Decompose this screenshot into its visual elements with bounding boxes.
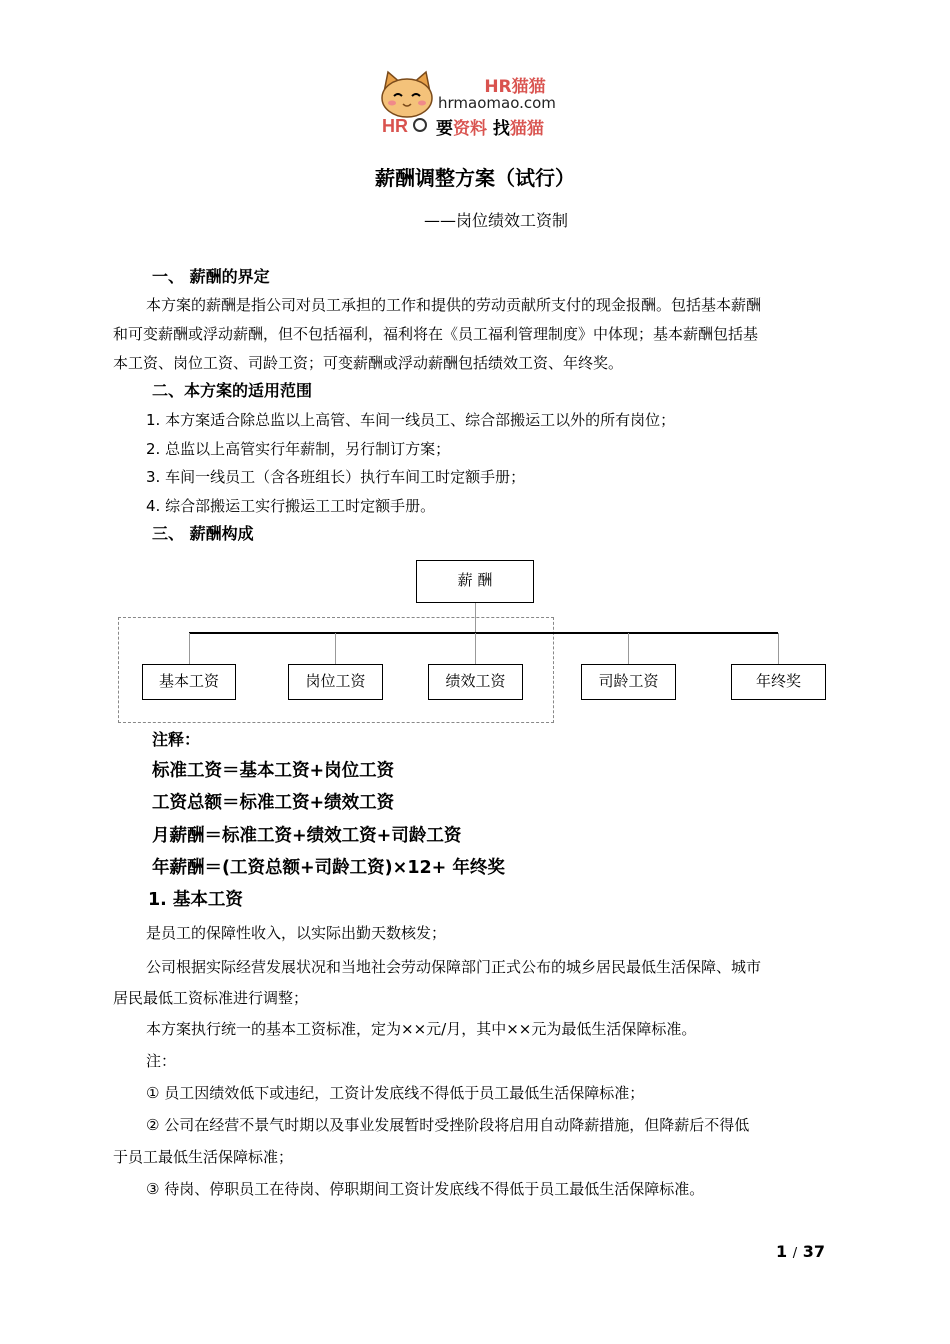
svg-text:HR: HR [382,116,408,136]
logo-slogan [436,114,544,139]
paragraph-line: ① 员工因绩效低下或违纪，工资计发底线不得低于员工最低生活保障标准； [146,1084,645,1102]
list-item: 1. 本方案适合除总监以上高管、车间一线员工、综合部搬运工以外的所有岗位； [146,411,676,429]
formula-line: 月薪酬＝标准工资+绩效工资+司龄工资 [152,826,462,846]
connector-line [335,633,336,664]
diagram-root-box: 薪 酬 [416,560,534,603]
paragraph-line: 本工资、岗位工资、司龄工资；可变薪酬或浮动薪酬包括绩效工资、年终奖。 [113,354,624,372]
paragraph-line: 居民最低工资标准进行调整； [113,989,309,1007]
section-heading: 三、 薪酬构成 [152,524,254,543]
diagram-child-box: 岗位工资 [288,664,383,700]
notes-label: 注释： [152,730,201,749]
subsection-heading: 1. 基本工资 [148,890,243,910]
logo-brand-text: HR猫猫 [484,77,546,97]
diagram-child-box: 年终奖 [731,664,826,700]
hr-maomao-logo [376,70,576,140]
connector-line [778,633,779,664]
section-heading: 一、 薪酬的界定 [152,267,270,286]
diagram-child-box: 司龄工资 [581,664,676,700]
formula-line: 工资总额＝标准工资+绩效工资 [152,793,395,813]
document-title: 薪酬调整方案（试行） [375,166,575,190]
slogan-part: 找 [487,119,510,139]
formula-line: 标准工资＝基本工资+岗位工资 [152,761,395,781]
diagram-child-box: 基本工资 [142,664,236,700]
document-subtitle: ——岗位绩效工资制 [424,211,569,230]
paragraph-line: 本方案的薪酬是指公司对员工承担的工作和提供的劳动贡献所支付的现金报酬。包括基本薪酬 [146,296,762,314]
paragraph-line: ② 公司在经营不景气时期以及事业发展暂时受挫阶段将启用自动降薪措施，但降薪后不得低 [146,1116,750,1134]
paragraph-line: ③ 待岗、停职员工在待岗、停职期间工资计发底线不得低于员工最低生活保障标准。 [146,1180,705,1198]
paragraph-line: 公司根据实际经营发展状况和当地社会劳动保障部门正式公布的城乡居民最低生活保障、城市 [146,958,762,976]
page-number [776,1242,825,1261]
page-current: 1 [776,1242,788,1261]
formula-line: 年薪酬＝(工资总额+司龄工资)×12+ 年终奖 [152,858,505,878]
connector-line [189,633,190,664]
slogan-part: 要 [436,119,453,139]
paragraph-line: 注： [146,1052,177,1070]
slogan-part: 猫猫 [509,119,544,139]
connector-line [475,603,476,633]
page-separator: / [792,1246,798,1261]
paragraph-line: 于员工最低生活保障标准； [113,1148,294,1166]
list-item: 4. 综合部搬运工实行搬运工工时定额手册。 [146,497,436,515]
paragraph-line: 是员工的保障性收入，以实际出勤天数核发； [146,924,447,942]
cat-mascot-icon [376,70,438,136]
page-total: 37 [802,1242,825,1261]
logo-domain-text: hrmaomao.com [438,94,556,112]
connector-line [475,633,476,664]
diagram-child-box: 绩效工资 [428,664,523,700]
section-heading: 二、本方案的适用范围 [152,381,313,400]
paragraph-line: 本方案执行统一的基本工资标准，定为××元/月，其中××元为最低生活保障标准。 [146,1020,697,1038]
connector-line [628,633,629,664]
slogan-part: 资料 [453,119,487,139]
paragraph-line: 和可变薪酬或浮动薪酬，但不包括福利，福利将在《员工福利管理制度》中体现；基本薪酬包括基 [113,325,759,343]
list-item: 3. 车间一线员工（含各班组长）执行车间工时定额手册； [146,468,526,486]
horizontal-connector [189,632,778,634]
list-item: 2. 总监以上高管实行年薪制，另行制订方案； [146,440,451,458]
